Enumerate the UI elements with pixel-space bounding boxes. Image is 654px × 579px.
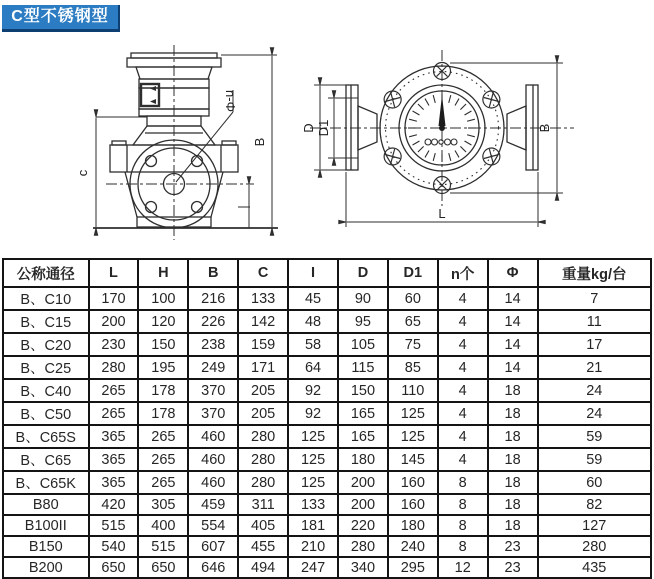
value-cell: 370 (188, 379, 238, 402)
value-cell: 405 (238, 515, 288, 536)
value-cell: 133 (288, 494, 338, 515)
value-cell: 75 (388, 333, 438, 356)
table-row (3, 448, 651, 471)
model-cell: B150 (3, 536, 89, 557)
value-cell: 265 (89, 379, 139, 402)
value-cell: 17 (538, 333, 651, 356)
model-cell: B、C65 (3, 448, 89, 471)
column-header: n个 (438, 259, 488, 287)
table-row (3, 310, 651, 333)
value-cell: 125 (388, 402, 438, 425)
value-cell: 165 (338, 402, 388, 425)
value-cell: 265 (138, 471, 188, 494)
value-cell: 4 (438, 287, 488, 310)
column-header: Φ (488, 259, 538, 287)
value-cell: 48 (288, 310, 338, 333)
value-cell: 60 (388, 287, 438, 310)
value-cell: 12 (438, 557, 488, 578)
counter-window (141, 84, 159, 106)
value-cell: 14 (488, 310, 538, 333)
value-cell: 280 (238, 448, 288, 471)
table-row (3, 425, 651, 448)
value-cell: 249 (188, 356, 238, 379)
value-cell: 90 (338, 287, 388, 310)
spec-table (2, 258, 652, 579)
value-cell: 340 (338, 557, 388, 578)
right-view-drawing (301, 50, 574, 227)
model-cell: B、C50 (3, 402, 89, 425)
value-cell: 646 (188, 557, 238, 578)
column-header: C (238, 259, 288, 287)
column-header: H (138, 259, 188, 287)
value-cell: 205 (238, 402, 288, 425)
value-cell: 435 (538, 557, 651, 578)
dim-label-b-right-view: B (537, 123, 552, 133)
value-cell: 365 (89, 448, 139, 471)
value-cell: 14 (488, 333, 538, 356)
column-header: B (188, 259, 238, 287)
value-cell: 554 (188, 515, 238, 536)
left-view-drawing (75, 45, 278, 240)
value-cell: 178 (138, 379, 188, 402)
value-cell: 365 (89, 471, 139, 494)
value-cell: 171 (238, 356, 288, 379)
value-cell: 125 (388, 425, 438, 448)
value-cell: 460 (188, 425, 238, 448)
table-row (3, 287, 651, 310)
value-cell: 23 (488, 536, 538, 557)
value-cell: 14 (488, 287, 538, 310)
column-header: 公称通径 (3, 259, 89, 287)
value-cell: 23 (488, 557, 538, 578)
value-cell: 180 (338, 448, 388, 471)
value-cell: 240 (388, 536, 438, 557)
value-cell: 200 (89, 310, 139, 333)
title-badge: C型不锈钢型 (2, 5, 120, 32)
value-cell: 4 (438, 379, 488, 402)
value-cell: 18 (488, 402, 538, 425)
value-cell: 65 (388, 310, 438, 333)
value-cell: 8 (438, 515, 488, 536)
value-cell: 8 (438, 536, 488, 557)
value-cell: 607 (188, 536, 238, 557)
value-cell: 247 (288, 557, 338, 578)
value-cell: 18 (488, 515, 538, 536)
value-cell: 494 (238, 557, 288, 578)
value-cell: 238 (188, 333, 238, 356)
model-cell: B、C25 (3, 356, 89, 379)
table-row (3, 471, 651, 494)
model-cell: B、C10 (3, 287, 89, 310)
spec-table-body (3, 287, 651, 578)
column-header: D (338, 259, 388, 287)
value-cell: 400 (138, 515, 188, 536)
value-cell: 280 (89, 356, 139, 379)
value-cell: 265 (138, 448, 188, 471)
value-cell: 280 (238, 471, 288, 494)
value-cell: 280 (538, 536, 651, 557)
model-cell: B200 (3, 557, 89, 578)
value-cell: 100 (138, 287, 188, 310)
value-cell: 92 (288, 379, 338, 402)
value-cell: 370 (188, 402, 238, 425)
value-cell: 58 (288, 333, 338, 356)
model-cell: B、C40 (3, 379, 89, 402)
value-cell: 18 (488, 448, 538, 471)
technical-drawings (0, 0, 654, 258)
value-cell: 4 (438, 356, 488, 379)
dim-label-c: c (75, 169, 90, 177)
value-cell: 142 (238, 310, 288, 333)
value-cell: 311 (238, 494, 288, 515)
table-row (3, 379, 651, 402)
value-cell: 650 (138, 557, 188, 578)
value-cell: 8 (438, 471, 488, 494)
value-cell: 150 (138, 333, 188, 356)
value-cell: 460 (188, 448, 238, 471)
value-cell: 59 (538, 425, 651, 448)
value-cell: 120 (138, 310, 188, 333)
table-row (3, 356, 651, 379)
value-cell: 460 (188, 471, 238, 494)
value-cell: 420 (89, 494, 139, 515)
value-cell: 59 (538, 448, 651, 471)
value-cell: 265 (138, 425, 188, 448)
value-cell: 45 (288, 287, 338, 310)
table-row (3, 402, 651, 425)
value-cell: 195 (138, 356, 188, 379)
table-row (3, 536, 651, 557)
value-cell: 125 (288, 471, 338, 494)
value-cell: 18 (488, 379, 538, 402)
table-row (3, 557, 651, 578)
value-cell: 280 (238, 425, 288, 448)
model-cell: B、C20 (3, 333, 89, 356)
value-cell: 220 (338, 515, 388, 536)
value-cell: 210 (288, 536, 338, 557)
table-row (3, 494, 651, 515)
value-cell: 265 (89, 402, 139, 425)
value-cell: 650 (89, 557, 139, 578)
value-cell: 14 (488, 356, 538, 379)
model-cell: B、C15 (3, 310, 89, 333)
dial-needle (439, 95, 446, 126)
value-cell: 115 (338, 356, 388, 379)
value-cell: 459 (188, 494, 238, 515)
value-cell: 305 (138, 494, 188, 515)
value-cell: 127 (538, 515, 651, 536)
value-cell: 515 (138, 536, 188, 557)
dim-label-b-left-view: B (252, 137, 267, 147)
value-cell: 160 (388, 494, 438, 515)
value-cell: 180 (388, 515, 438, 536)
value-cell: 7 (538, 287, 651, 310)
model-cell: B100II (3, 515, 89, 536)
table-row (3, 515, 651, 536)
value-cell: 8 (438, 494, 488, 515)
value-cell: 92 (288, 402, 338, 425)
value-cell: 145 (388, 448, 438, 471)
value-cell: 160 (388, 471, 438, 494)
value-cell: 178 (138, 402, 188, 425)
value-cell: 24 (538, 379, 651, 402)
value-cell: 4 (438, 425, 488, 448)
value-cell: 159 (238, 333, 288, 356)
value-cell: 64 (288, 356, 338, 379)
model-cell: B、C65S (3, 425, 89, 448)
value-cell: 216 (188, 287, 238, 310)
value-cell: 105 (338, 333, 388, 356)
value-cell: 133 (238, 287, 288, 310)
value-cell: 4 (438, 402, 488, 425)
dim-label-d: D (301, 123, 316, 133)
value-cell: 18 (488, 494, 538, 515)
value-cell: 125 (288, 425, 338, 448)
odometer-digits (425, 139, 457, 145)
value-cell: 165 (338, 425, 388, 448)
value-cell: 18 (488, 471, 538, 494)
value-cell: 170 (89, 287, 139, 310)
column-header: L (89, 259, 139, 287)
value-cell: 11 (538, 310, 651, 333)
value-cell: 95 (338, 310, 388, 333)
value-cell: 4 (438, 448, 488, 471)
value-cell: 24 (538, 402, 651, 425)
value-cell: 181 (288, 515, 338, 536)
value-cell: 82 (538, 494, 651, 515)
value-cell: 200 (338, 471, 388, 494)
value-cell: 515 (89, 515, 139, 536)
value-cell: 110 (388, 379, 438, 402)
value-cell: 85 (388, 356, 438, 379)
value-cell: 295 (388, 557, 438, 578)
value-cell: 365 (89, 425, 139, 448)
column-header: D1 (388, 259, 438, 287)
table-row (3, 333, 651, 356)
dim-label-l: L (438, 206, 446, 221)
value-cell: 60 (538, 471, 651, 494)
value-cell: 4 (438, 310, 488, 333)
flowmeter-drawing-svg (0, 0, 654, 258)
value-cell: 226 (188, 310, 238, 333)
dim-label-d1: D1 (316, 119, 331, 137)
model-cell: B、C65K (3, 471, 89, 494)
value-cell: 21 (538, 356, 651, 379)
bolt-callout-label: n-Φ (223, 90, 238, 112)
value-cell: 125 (288, 448, 338, 471)
spec-table-header-row (3, 259, 651, 287)
column-header: I (288, 259, 338, 287)
value-cell: 455 (238, 536, 288, 557)
value-cell: 200 (338, 494, 388, 515)
value-cell: 18 (488, 425, 538, 448)
value-cell: 150 (338, 379, 388, 402)
value-cell: 230 (89, 333, 139, 356)
column-header: 重量kg/台 (538, 259, 651, 287)
value-cell: 205 (238, 379, 288, 402)
value-cell: 540 (89, 536, 139, 557)
value-cell: 280 (338, 536, 388, 557)
model-cell: B80 (3, 494, 89, 515)
value-cell: 4 (438, 333, 488, 356)
